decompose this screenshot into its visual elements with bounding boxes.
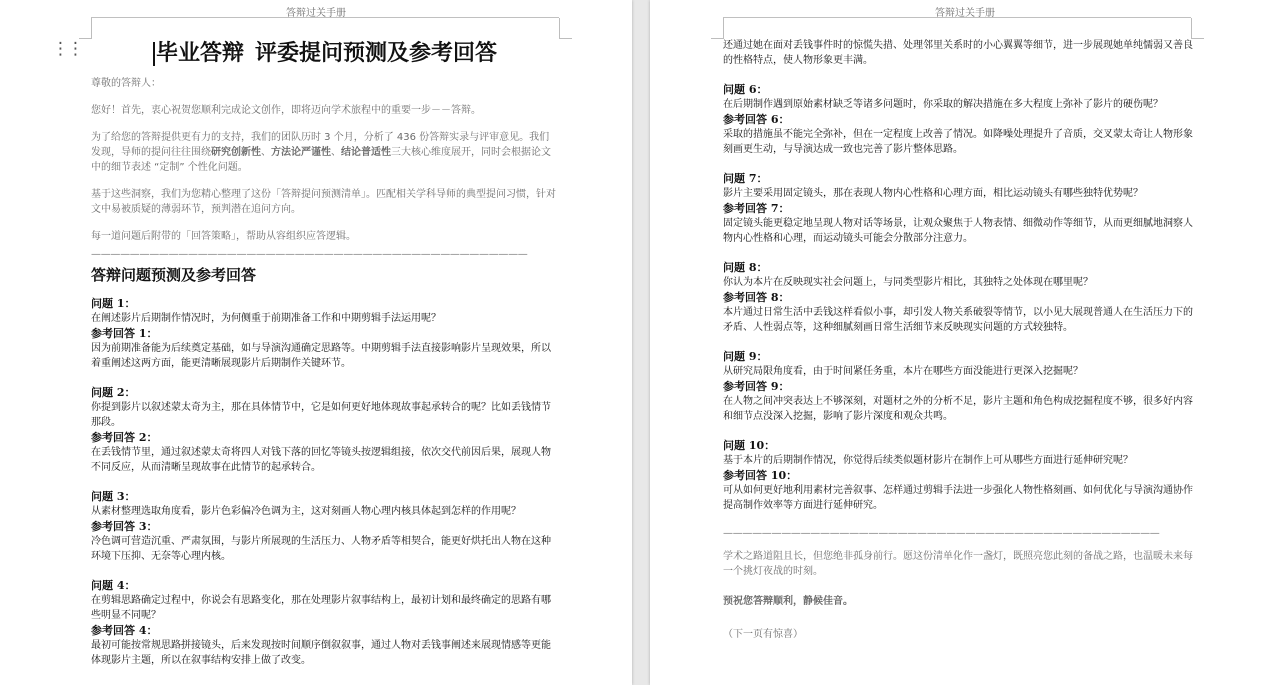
answer-text: 采取的措施虽不能完全弥补，但在一定程度上改善了情况。如降噪处理提升了音质，交叉蒙太奇让人物形象刻画更生动，与导演达成一致也完善了影片整体思路。 xyxy=(723,129,1193,155)
intro-text: 三大核心维度展开，同时会根据论文中的细节表述 “定制” 个性化问题。 xyxy=(91,147,551,173)
answer-label: 参考回答 3： xyxy=(91,520,158,533)
greeting: 尊敬的答辩人： xyxy=(91,78,161,89)
answer-text: 固定镜头能更稳定地呈现人物对话等场景，让观众聚焦于人物表情、细微动作等细节，从而更细腻地洞察人物内心性格和心理，而运动镜头可能会分散部分注意力。 xyxy=(723,218,1193,244)
header-rule xyxy=(723,17,1191,18)
intro-paragraph-3: 基于这些洞察，我们为您精心整理了这份「答辩提问预测清单」。匹配相关学科导师的典型提问习惯，针对文中易被质疑的薄弱环节，预判潜在追问方向。 xyxy=(91,189,556,215)
question-text: 从素材整理选取角度看，影片色彩偏冷色调为主，这对刻画人物心理内核具体起到怎样的作用呢？ xyxy=(91,506,521,517)
question-label: 问题 10： xyxy=(723,439,776,452)
drag-handle-icon[interactable]: ⋮⋮ xyxy=(52,39,82,59)
answer-text: 冷色调可营造沉重、严肃氛围，与影片所展现的生活压力、人物矛盾等相契合，能更好烘托出人物在这种环境下压抑、无奈等心理内核。 xyxy=(91,536,551,562)
answer-text: 在丢钱情节里，通过叙述蒙太奇将四人对钱下落的回忆等镜头按逻辑组接，依次交代前因后果，展现人物不同反应，从而清晰呈现故事在此情节的起承转合。 xyxy=(91,447,551,473)
intro-section xyxy=(91,76,559,244)
qa-item xyxy=(91,385,559,475)
answer-label: 参考回答 7： xyxy=(723,202,790,215)
closing-wish: 预祝您答辩顺利，静候佳音。 xyxy=(723,596,853,607)
margin-corner-mark xyxy=(711,18,724,39)
keyword-conclusion: 结论普适性 xyxy=(341,147,391,158)
intro-paragraph-4: 每一道问题后附带的「回答策略」，帮助从容组织应答逻辑。 xyxy=(91,231,356,242)
keyword-methodology: 方法论严谨性 xyxy=(271,147,331,158)
answer-text: 因为前期准备能为后续奠定基础，如与导演沟通确定思路等。中期剪辑手法直接影响影片呈现效果，所以着重阐述这两方面，能更清晰展现影片后期制作关键环节。 xyxy=(91,343,551,369)
question-text: 在后期制作遇到原始素材缺乏等诸多问题时，你采取的解决措施在多大程度上弥补了影片的硬伤呢？ xyxy=(723,99,1163,110)
question-label: 问题 7： xyxy=(723,172,768,185)
continued-answer-text: 还通过她在面对丢钱事件时的惊慌失措、处理邻里关系时的小心翼翼等细节，进一步展现她单纯懦弱又善良的性格特点，使人物形象更丰满。 xyxy=(723,40,1193,66)
qa-item xyxy=(723,260,1193,335)
right-page-body xyxy=(723,38,1193,657)
question-label: 问题 4： xyxy=(91,579,136,592)
qa-list xyxy=(723,82,1193,513)
question-label: 问题 9： xyxy=(723,350,768,363)
document-page-right xyxy=(650,0,1280,685)
answer-label: 参考回答 1： xyxy=(91,327,158,340)
qa-item xyxy=(723,349,1193,424)
running-header: 答辩过关手册 xyxy=(286,8,346,19)
question-text: 从研究局限角度看，由于时间紧任务重，本片在哪些方面没能进行更深入挖掘呢？ xyxy=(723,366,1083,377)
answer-text: 可从如何更好地利用素材完善叙事、怎样通过剪辑手法进一步强化人物性格刻画、如何优化与导演沟通协作提高制作效率等方面进行延伸研究。 xyxy=(723,485,1193,511)
qa-item xyxy=(91,296,559,371)
question-text: 在剪辑思路确定过程中，你说会有思路变化，那在处理影片叙事结构上，最初计划和最终确定的思路有哪些明显不同呢？ xyxy=(91,595,551,621)
running-header: 答辩过关手册 xyxy=(935,8,995,19)
qa-item xyxy=(91,489,559,564)
intro-text: 、 xyxy=(261,147,271,158)
document-title[interactable] xyxy=(91,36,559,70)
question-label: 问题 1： xyxy=(91,297,136,310)
section-divider: ————————————————————————————————————————————— xyxy=(723,528,1160,539)
text-cursor xyxy=(153,42,155,66)
intro-paragraph-2 xyxy=(91,130,559,175)
title-part-1: 毕业答辩 xyxy=(155,40,244,66)
keyword-innovation: 研究创新性 xyxy=(211,147,261,158)
question-label: 问题 8： xyxy=(723,261,768,274)
question-label: 问题 2： xyxy=(91,386,136,399)
question-text: 你提到影片以叙述蒙太奇为主，那在具体情节中，它是如何更好地体现故事起承转合的呢？比如丢钱情节那段。 xyxy=(91,402,551,428)
left-page-body xyxy=(91,36,559,682)
qa-list xyxy=(91,296,559,668)
answer-label: 参考回答 2： xyxy=(91,431,158,444)
closing-section xyxy=(723,549,1193,642)
question-label: 问题 6： xyxy=(723,83,768,96)
next-page-note: （下一页有惊喜） xyxy=(723,629,803,640)
title-part-2: 评委提问预测及参考回答 xyxy=(255,40,498,66)
answer-label: 参考回答 4： xyxy=(91,624,158,637)
question-text: 在阐述影片后期制作情况时，为何侧重于前期准备工作和中期剪辑手法运用呢？ xyxy=(91,313,441,324)
question-label: 问题 3： xyxy=(91,490,136,503)
margin-corner-mark xyxy=(559,18,572,39)
answer-text: 最初可能按常规思路拼接镜头，后来发现按时间顺序倒叙叙事，通过人物对丢钱事阐述来展现情感等更能体现影片主题，所以在叙事结构安排上做了改变。 xyxy=(91,640,551,666)
qa-item xyxy=(723,82,1193,157)
answer-text: 在人物之间冲突表达上不够深刻，对题材之外的分析不足，影片主题和角色构成挖掘程度不够，很多好内容和细节点没深入挖掘，影响了影片深度和观众共鸣。 xyxy=(723,396,1193,422)
section-heading: 答辩问题预测及参考回答 xyxy=(91,266,257,284)
answer-label: 参考回答 6： xyxy=(723,113,790,126)
qa-item xyxy=(91,578,559,668)
section-divider: ————————————————————————————————————————————— xyxy=(91,249,528,260)
question-text: 影片主要采用固定镜头，那在表现人物内心性格和心理方面，相比运动镜头有哪些独特优势呢？ xyxy=(723,188,1143,199)
margin-corner-mark xyxy=(1191,18,1204,39)
question-text: 基于本片的后期制作情况，你觉得后续类似题材影片在制作上可从哪些方面进行延伸研究呢？ xyxy=(723,455,1133,466)
answer-text: 本片通过日常生活中丢钱这样看似小事，却引发人物关系破裂等情节，以小见大展现普通人在生活压力下的矛盾、人性弱点等，这种细腻刻画日常生活细节来反映现实问题的方式较独特。 xyxy=(723,307,1193,333)
closing-paragraph: 学术之路道阻且长，但您绝非孤身前行。愿这份清单化作一盏灯，既照亮您此刻的备战之路，也温暖未来每一个挑灯夜战的时刻。 xyxy=(723,551,1193,577)
answer-label: 参考回答 9： xyxy=(723,380,790,393)
question-text: 你认为本片在反映现实社会问题上，与同类型影片相比，其独特之处体现在哪里呢？ xyxy=(723,277,1093,288)
qa-item xyxy=(723,171,1193,246)
intro-paragraph-1: 您好！首先，衷心祝贺您顺利完成论文创作，即将迈向学术旅程中的重要一步－－答辩。 xyxy=(91,105,481,116)
answer-label: 参考回答 8： xyxy=(723,291,790,304)
answer-label: 参考回答 10： xyxy=(723,469,798,482)
header-rule xyxy=(91,17,559,18)
intro-text: 、 xyxy=(331,147,341,158)
intro-text: 为了给您的答辩提供更有力的支持，我们的团队历时 3 个月，分析了 436 份答辩实录与评审意见。我们发现，导师的提问往往围绕 xyxy=(91,132,550,158)
document-page-left xyxy=(0,0,632,685)
qa-item xyxy=(723,438,1193,513)
